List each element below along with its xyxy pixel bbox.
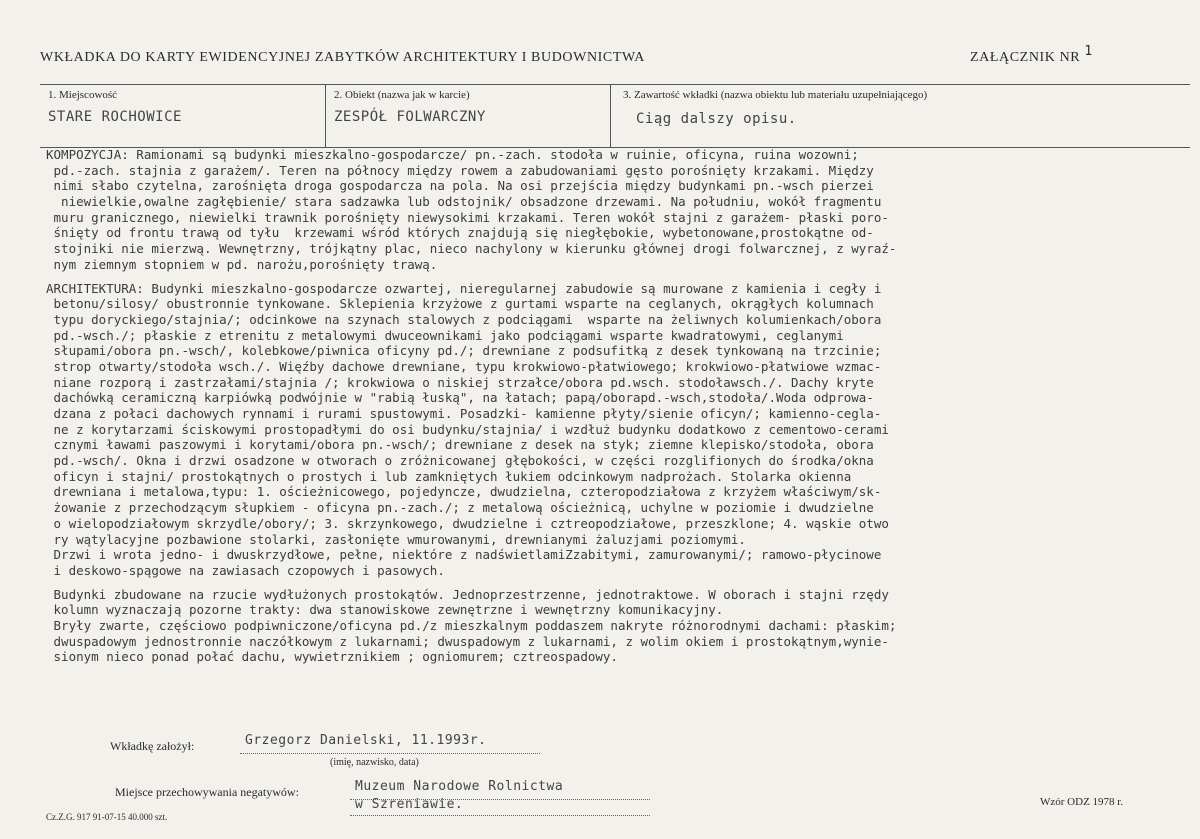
section-kompozycja (46, 147, 1194, 273)
field-place-label: 1. Miejscowość (48, 89, 118, 101)
kompozycja-line: pd.-zach. stajnia z garażem/. Teren na północy między rowem a zabudowaniami gęsto porośnięty krzakami. Między (46, 162, 874, 178)
kompozycja-line: nym ziemnym stopniem w pd. narożu,porośnięty trawą. (46, 256, 438, 272)
budynki-line: kolumn wyznaczają pozorne trakty: dwa stanowiskowe zewnętrzne i wewnętrzny komunikacyjny. (46, 602, 724, 618)
form-title: WKŁADKA DO KARTY EWIDENCYJNEJ ZABYTKÓW ARCHITEKTURY I BUDOWNICTWA (40, 50, 645, 65)
annex-number: 1 (1084, 44, 1093, 59)
budynki-line: Bryły zwarte, częściowo podpiwniczone/oficyna pd./z mieszkalnym poddaszem nakryte różnorodnymi dachami: płaskim; (46, 617, 897, 633)
made-by-value: Grzegorz Danielski, 11.1993r. (245, 733, 487, 748)
annex-label (970, 44, 1093, 66)
architektura-line: żowanie z przechodzącym słupkiem - oficyna pn.-zach./; z metalową ościeżnicą, uchylne w poziomie i dwudzielne (46, 500, 874, 516)
storage-line1: Muzeum Narodowe Rolnictwa (355, 779, 564, 794)
field-content-value: Ciąg dalszy opisu. (636, 111, 797, 127)
architektura-line: słupami/obora pn.-wsch/, kolebkowe/piwnica oficyny pd./; drewniane z podsufitką z desek tynkowaną na trzcinie; (46, 343, 882, 359)
storage-dotted-line-2 (350, 815, 650, 816)
field-object (325, 85, 611, 147)
field-content-label: 3. Zawartość wkładki (nazwa obiektu lub materiału uzupełniającego) (623, 89, 928, 101)
made-by-hint: (imię, nazwisko, data) (330, 757, 419, 768)
form-fields (40, 84, 1190, 148)
field-place-value: STARE ROCHOWICE (48, 109, 182, 125)
architektura-line: ARCHITEKTURA: Budynki mieszkalno-gospodarcze ozwartej, nieregularnej zabudowie są murowane z kamienia i cegły i (46, 280, 882, 296)
storage-line2: w Szreniawie. (355, 797, 464, 812)
kompozycja-line: nimi słabo czytelna, zarośnięta droga gospodarcza na pola. Na osi przejścia między budynkami pn.-wsch pierzei (46, 178, 874, 194)
section-gap (46, 273, 1194, 281)
architektura-line: dzana z połaci dachowych rynnami i rurami spustowymi. Posadzki- kamienne płyty/sienie oficyn/; kamienno-cegla- (46, 406, 882, 421)
kompozycja-line: KOMPOZYCJA: Ramionami są budynki mieszkalno-gospodarcze/ pn.-zach. stodoła w ruinie, oficyna, ruina wozowni; (46, 147, 859, 162)
architektura-line: typu doryckiego/stajnia/; odcinkowe na szynach stalowych z podciągami wsparte na żeliwnych kolumienkach/obora (46, 311, 882, 327)
print-code: Cz.Z.G. 917 91-07-15 40.000 szt. (46, 812, 168, 822)
field-content (610, 85, 1191, 147)
made-by-dotted-line (240, 753, 540, 754)
description-text (46, 147, 1194, 665)
architektura-line: dachówką ceramiczną karpiówką podwójnie w "rabią łuską", na łatach; papą/oborapd.-wsch,stodoła/.Woda odprowa- (46, 390, 874, 406)
budynki-line: sionym nieco ponad połać dachu, wywietrznikiem ; ogniomurem; cztreospadowy. (46, 649, 618, 665)
architektura-line: Drzwi i wrota jedno- i dwuskrzydłowe, pełne, niektóre z nadświetlamiZzabitymi, zamurowanymi/; ramowo-płycinowe (46, 547, 882, 563)
architektura-line: oficyn i stajni/ prostokątnych o prostych i lub zamkniętych łukiem odcinkowym nadprożach. Stolarka okienna (46, 468, 852, 484)
kompozycja-line: niewielkie,owalne zagłębienie/ stara sadzawka lub odstojnik/ obsadzone drzewami. Na południu, wokół fragmentu (46, 194, 882, 210)
kompozycja-line: muru granicznego, niewielki trawnik porośnięty niewysokimi krzakami. Teren wokół stajni z garażem- płaski poro- (46, 209, 889, 225)
field-object-label: 2. Obiekt (nazwa jak w karcie) (334, 89, 470, 101)
budynki-line: Budynki zbudowane na rzucie wydłużonych prostokątów. Jednoprzestrzenne, jednotraktowe. W oborach i stajni rzędy (46, 586, 889, 602)
architektura-line: betonu/silosy/ obustronnie tynkowane. Sklepienia krzyżowe z gurtami wsparte na ceglanych, okrągłych kolumnach (46, 296, 874, 312)
budynki-line: dwuspadowym jednostronnie naczółkowym z lukarnami; dwuspadowym z lukarnami, z wolim okiem i prostokątnym,wynie- (46, 633, 889, 649)
architektura-line: strop otwarty/stodoła wsch./. Więźby dachowe drewniane, typu krokwiowo-płatwiowego; krokwiowo-płatwiowe wzmac- (46, 358, 882, 374)
architektura-line: ry wątylacyjne pozbawione stolarki, zasłonięte wmurowanymi, drewnianymi żaluzjami poziomymi. (46, 531, 746, 547)
field-place (40, 85, 325, 147)
architektura-line: drewniana i metalowa,typu: 1. ościeżnicowego, pojedyncze, dwudzielna, czteropodziałowa z krzyżem właściwym/sk- (46, 484, 882, 500)
form-template-id: Wzór ODZ 1978 r. (1040, 796, 1124, 808)
kompozycja-line: stojniki nie mierzwą. Wewnętrzny, trójkątny plac, nieco nachylony w kierunku głównej drogi folwarcznej, z wyraź- (46, 241, 897, 257)
made-by-label: Wkładkę założył: (110, 739, 195, 753)
architektura-line: o wielopodziałowym skrzydle/obory/; 3. skrzynkowego, dwudzielne i cztreopodziałowe, przeszklone; 4. wąskie otwo (46, 515, 889, 531)
section-gap (46, 579, 1194, 587)
storage-label: Miejsce przechowywania negatywów: (115, 785, 299, 799)
field-object-value: ZESPÓŁ FOLWARCZNY (334, 109, 486, 125)
architektura-line: pd.-wsch./; płaskie z etrenitu z metalowymi dwuceownikami jako podciągami wsparte kwadratowymi, ceglanymi (46, 327, 844, 343)
section-budynki (46, 587, 1194, 665)
architektura-line: i deskowo-spągowe na zawiasach czopowych i pasowych. (46, 562, 445, 578)
architektura-line: niane rozporą i zastrzałami/stajnia /; krokwiowa o niskiej strzałce/obora pd.wsch. stodoławsch./. Dachy kryte (46, 374, 874, 390)
architektura-line: pd.-wsch/. Okna i drzwi osadzone w otworach o zróżnicowanej głębokości, w części rozglifionych do środka/okna (46, 453, 874, 469)
annex-label-text: ZAŁĄCZNIK NR (970, 50, 1081, 65)
architektura-line: cznymi ławami paszowymi i korytami/obora pn.-wsch/; drewniane z desek na styk; ziemne klepisko/stodoła, obora (46, 437, 874, 453)
kompozycja-line: śnięty od frontu trawą od tyłu krzewami wśród których znajdują się niegłębokie, wybetonowane,prostokątne od- (46, 225, 874, 241)
architektura-line: ne z korytarzami ściskowymi prostopadłymi do osi budynku/stajnia/ i wzdłuż budynku dodatkowo z cementowo-cerami (46, 421, 889, 437)
section-architektura (46, 281, 1194, 579)
